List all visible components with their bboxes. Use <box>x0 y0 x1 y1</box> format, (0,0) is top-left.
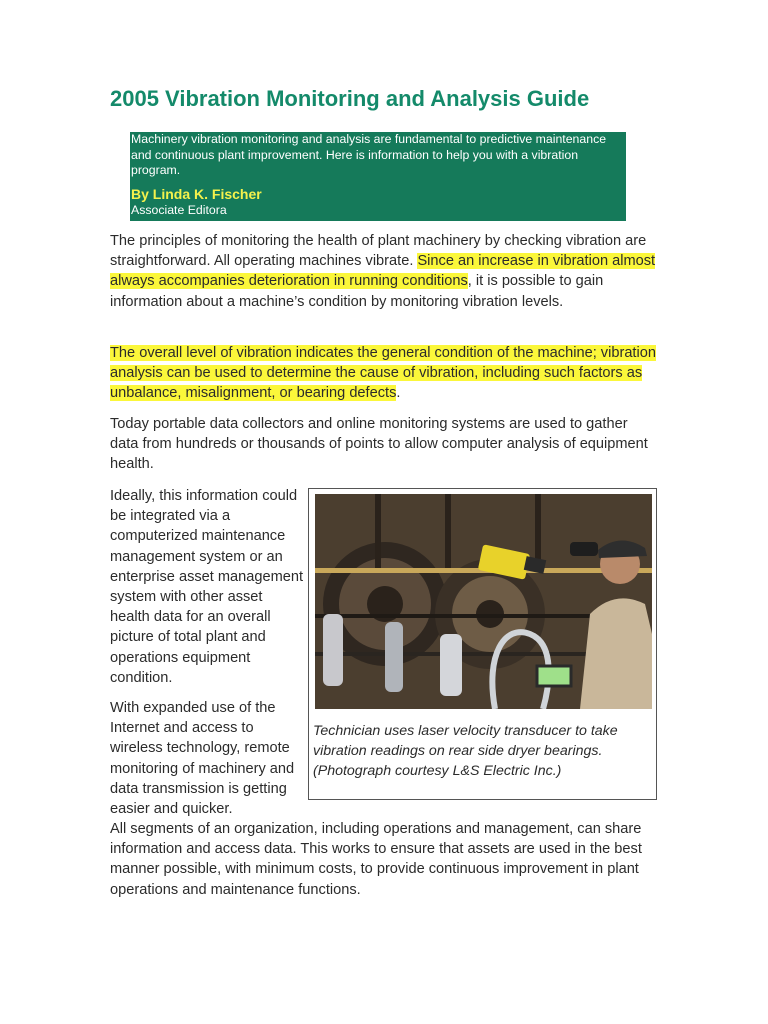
author-role: Associate Editora <box>131 202 227 217</box>
paragraph-internet: With expanded use of the Internet and access to wireless technology, remote monitoring of machinery and data transmission is getting easier and quicker. <box>110 700 295 818</box>
intro-text: Machinery vibration monitoring and analysis are fundamental to predictive maintenance and continuous plant improvement. Here is information to help you with a vibration program. <box>131 132 607 178</box>
paragraph-principles <box>110 231 658 312</box>
paragraph-data-collectors: Today portable data collectors and online monitoring systems are used to gather data from hundreds or thousands of points to allow computer analysis of equipment health. <box>110 416 648 473</box>
photo-caption: Technician uses laser velocity transducer to take vibration readings on rear side dryer bearings. (Photograph courtesy L&S Electric Inc.) <box>313 723 618 780</box>
paragraph-text: The principles of monitoring the health of plant machinery by checking vibration are straightforward. All operating machines vibrate. <box>110 233 647 270</box>
article-title: 2005 Vibration Monitoring and Analysis Guide <box>110 86 590 111</box>
paragraph-text: , it is possible to gain information about a machine’s condition by monitoring vibration levels. <box>110 273 604 310</box>
paragraph-overall-level <box>110 343 658 404</box>
technician-photo <box>315 494 652 709</box>
highlighted-text: The overall level of vibration indicates the general condition of the machine; vibration analysis can be used to determine the cause of vibration, including such factors as unbalance, misalignment, or bearing defects <box>110 345 656 402</box>
intro-box <box>130 132 626 221</box>
author-byline: By Linda K. Fischer <box>131 185 262 202</box>
photo-figure <box>308 488 657 800</box>
paragraph-all-segments: All segments of an organization, including operations and management, can share information and access data. This works to ensure that assets are used in the best manner possible, with minimum costs, to provide continuous improvement in plant operations and maintenance functions. <box>110 821 642 898</box>
paragraph-text: . <box>396 385 401 402</box>
paragraph-integration: Ideally, this information could be integrated via a computerized maintenance management system or an enterprise asset management system with other asset health data for an overall picture of total plant and operations equipment condition. <box>110 488 304 686</box>
highlighted-text: Since an increase in vibration almost always accompanies deterioration in running conditions <box>110 253 656 290</box>
machinery-illustration <box>315 494 652 709</box>
